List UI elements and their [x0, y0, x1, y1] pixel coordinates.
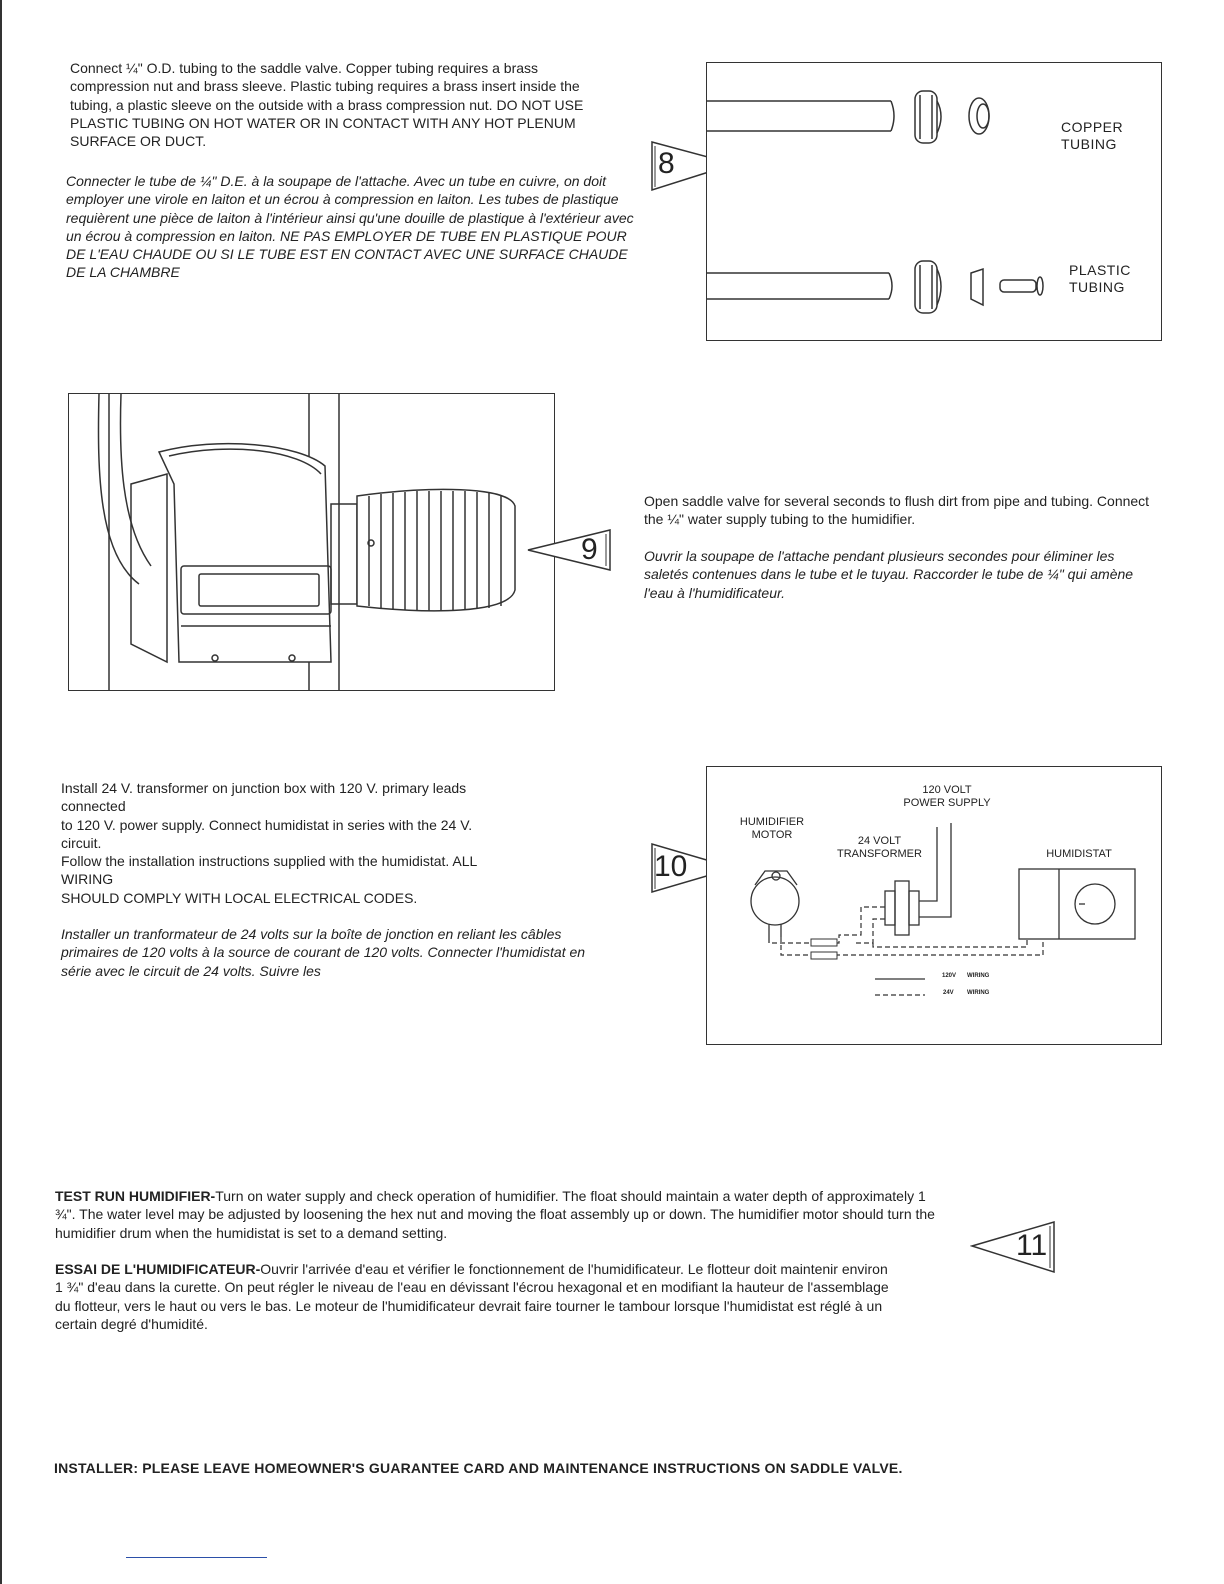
footer-rule [126, 1557, 267, 1558]
power-label-line2: POWER SUPPLY [903, 797, 991, 809]
step10-en-line: Install 24 V. transformer on junction box with 120 V. primary leads [61, 780, 467, 796]
step11-heading-en: TEST RUN HUMIDIFIER- [55, 1188, 216, 1204]
step10-en-line: to 120 V. power supply. Connect humidistat in series with the 24 V. [61, 816, 473, 833]
tubing-illustration [707, 63, 1161, 340]
step8-text-fr: Connecter le tube de ¼" D.E. à la soupape de l'attache. Avec un tube en cuivre, on doit employer une virole en laiton et un écrou à compression en laiton. Les tubes de plastique requièrent une pièce de laiton à l'intérieur ainsi qu'une douille de plastique à l'extérieur avec un écrou à compression en laiton. NE PAS EMPLOYER DE TUBE EN PLASTIQUE POUR DE L'EAU CHAUDE OU SI LE TUBE EST EN CONTACT AVEC UNE SURFACE CHAUDE DE LA CHAMBRE [66, 173, 634, 281]
plastic-tubing-label [1069, 262, 1131, 296]
copper-label-line1: COPPER [1061, 119, 1124, 135]
step10-en-line: Follow the installation instructions supplied with the humidistat. ALL [61, 853, 478, 870]
step11-body-en: Turn on water supply and check operation of humidifier. The float should maintain a water depth of approximately 1 ¾". The water level may be adjusted by loosening the hex nut and moving the float assembly up or down. The humidifier motor should turn the humidifier drum when the humidistat is set to a demand setting. [55, 1188, 935, 1241]
step11-number: 11 [1016, 1229, 1048, 1262]
step10-number: 10 [654, 850, 688, 883]
step8-number: 8 [658, 147, 675, 180]
step10-en-line: WIRING [61, 871, 114, 888]
step9-text-en: Open saddle valve for several seconds to flush dirt from pipe and tubing. Connect the ¼" water supply tubing to the humidifier. [644, 493, 1150, 528]
page-edge [0, 0, 2, 1584]
step10-en-line: connected [61, 798, 126, 815]
step10-text-en [61, 779, 621, 907]
humidifier-drawing [69, 394, 554, 690]
step11-heading-fr: ESSAI DE L'HUMIDIFICATEUR- [55, 1261, 261, 1277]
step11-body-fr: Ouvrir l'arrivée d'eau et vérifier le fonctionnement de l'humidificateur. Le flotteur doit maintenir environ 1 ¾" d'eau dans la curette. On peut régler le niveau de l'eau en dévissant l'écrou hexagonal et en modifiant la hauteur de l'assemblage du flotteur, vers le haut ou vers le bas. Le moteur de l'humidificateur devrait faire tourner le tambour lorsque l'humidistat est réglé à un certain degré d'humidité. [55, 1261, 889, 1332]
humidifier-motor-label [727, 816, 817, 842]
plastic-label-line1: PLASTIC [1069, 262, 1131, 278]
humidifier-install-illustration [68, 393, 555, 691]
legend-24v: 24V [943, 990, 954, 996]
motor-label-line1: HUMIDIFIER [739, 816, 805, 828]
legend-24v-wiring: WIRING [967, 990, 990, 996]
legend-120v: 120V [942, 973, 957, 979]
motor-label-line2: MOTOR [751, 829, 793, 841]
step10-en-line: circuit. [61, 834, 102, 851]
step10-en-line: SHOULD COMPLY WITH LOCAL ELECTRICAL CODES. [61, 889, 418, 906]
step11-text-en [55, 1187, 940, 1242]
step11-text-fr [55, 1260, 895, 1333]
step9-marker [526, 528, 612, 572]
step9-number: 9 [581, 533, 598, 566]
copper-label-line2: TUBING [1061, 136, 1117, 152]
humidistat-label: HUMIDISTAT [1046, 848, 1112, 860]
installer-note: INSTALLER: PLEASE LEAVE HOMEOWNER'S GUARANTEE CARD AND MAINTENANCE INSTRUCTIONS ON SADDLE VALVE. [54, 1460, 903, 1476]
power-supply-label [887, 784, 1007, 810]
step11-marker [970, 1220, 1060, 1274]
legend-120v-wiring: WIRING [967, 973, 990, 979]
plastic-label-line2: TUBING [1069, 279, 1125, 295]
transformer-label [827, 835, 932, 861]
transformer-label-line2: TRANSFORMER [837, 848, 922, 860]
power-label-line1: 120 VOLT [922, 784, 972, 796]
step10-text-fr: Installer un tranformateur de 24 volts sur la boîte de jonction en reliant les câbles primaires de 120 volts à la source de courant de 120 volts. Connecter l'humidistat en série avec le circuit de 24 volts. Suivre les [61, 926, 586, 979]
wiring-diagram [706, 766, 1162, 1045]
step9-text-fr: Ouvrir la soupape de l'attache pendant plusieurs secondes pour éliminer les saletés contenues dans le tube et le tuyau. Raccorder le tube de ¼" qui amène l'eau à l'humidificateur. [644, 548, 1134, 601]
transformer-label-line1: 24 VOLT [857, 835, 902, 847]
tubing-diagram [706, 62, 1162, 341]
copper-tubing-label [1061, 119, 1123, 153]
step8-text-en: Connect ¼" O.D. tubing to the saddle valve. Copper tubing requires a brass compression nut and brass sleeve. Plastic tubing requires a brass insert inside the tubing, a plastic sleeve on the outside with a brass compression nut. DO NOT USE PLASTIC TUBING ON HOT WATER OR IN CONTACT WITH ANY HOT PLENUM SURFACE OR DUCT. [70, 60, 584, 150]
